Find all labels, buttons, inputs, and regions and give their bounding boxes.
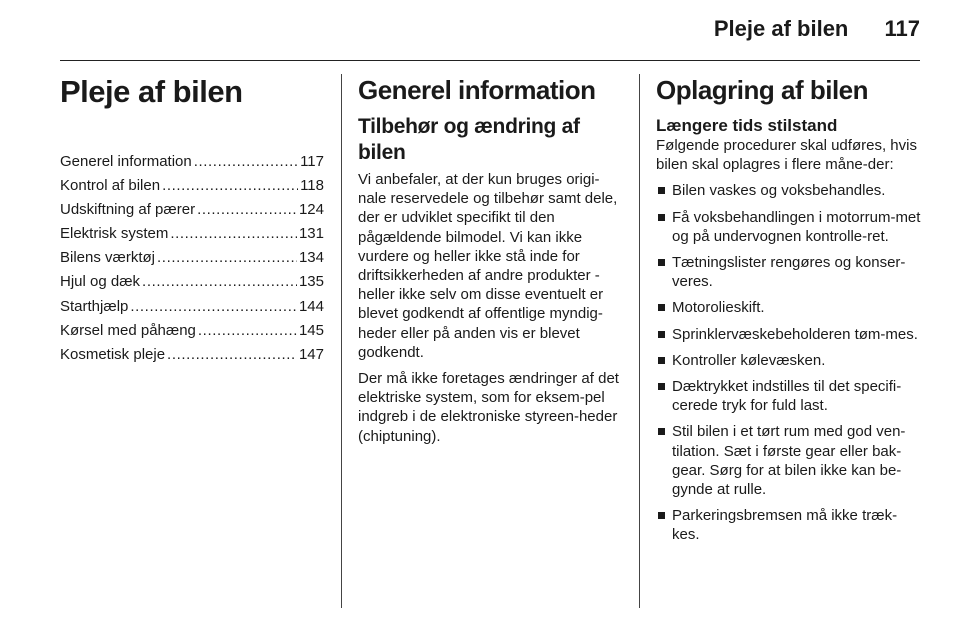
toc-entry-page: 147 (298, 345, 324, 363)
storage-column (656, 74, 924, 552)
list-item-text: Parkeringsbremsen må ikke træk-kes. (672, 507, 898, 544)
square-bullet-icon (658, 331, 665, 338)
list-item-text: Bilen vaskes og voksbehandles. (672, 182, 886, 200)
list-item (656, 181, 924, 200)
list-item-text: Stil bilen i et tørt rum med god ven-tilation. Sæt i første gear eller bak-gear. Sørg for at bilen ikke kan be-gynde at rulle. (672, 423, 906, 499)
toc-leader (157, 246, 297, 270)
subsection-heading: Længere tids stilstand (656, 116, 838, 135)
body-paragraph: Der må ikke foretages ændringer af det elektriske system, som for eksem-pel indgreb i de elektroniske styreen-heder (chiptuning). (358, 370, 619, 445)
toc-entry[interactable] (60, 319, 324, 343)
header-rule (60, 60, 920, 61)
toc-entry-title: Kørsel med påhæng (60, 321, 196, 339)
square-bullet-icon (658, 428, 665, 435)
toc-entry-page: 145 (298, 321, 324, 339)
square-bullet-icon (658, 187, 665, 194)
list-item (656, 422, 924, 499)
list-item (656, 351, 924, 370)
toc-entry[interactable] (60, 270, 324, 294)
procedure-list (656, 181, 924, 544)
toc-entry-page: 144 (298, 297, 324, 315)
section-heading: Oplagring af bilen (656, 75, 869, 105)
toc-leader (194, 150, 298, 174)
toc-entry-title: Kontrol af bilen (60, 177, 161, 195)
list-item-text: Motorolieskift. (672, 299, 765, 317)
body-paragraph: Vi anbefaler, at der kun bruges origi-nale reservedele og tilbehør samt dele, der er udviklet specifikt til den pågældende bilmodel. Vi kan ikke vurdere og heller ikke stå inde for driftsikkerheden af andre produkter - heller ikke selv om disse eventuelt er blevet godkendt af offentlige myndig-heder eller på anden vis er blevet godkendt. (358, 171, 618, 361)
toc-leader (198, 319, 297, 343)
list-item (656, 377, 924, 415)
intro-paragraph: Følgende procedurer skal udføres, hvis bilen skal oplagres i flere måne-der: (656, 137, 917, 174)
table-of-contents (60, 150, 324, 367)
toc-entry-page: 118 (300, 177, 324, 195)
square-bullet-icon (658, 357, 665, 364)
square-bullet-icon (658, 259, 665, 266)
chapter-title: Pleje af bilen (60, 74, 243, 109)
square-bullet-icon (658, 214, 665, 221)
toc-entry-title: Elektrisk system (60, 225, 169, 243)
list-item (656, 253, 924, 291)
toc-entry-page: 134 (298, 249, 324, 267)
list-item (656, 506, 924, 544)
list-item-text: Tætningslister rengøres og konser-veres. (672, 254, 906, 291)
toc-entry-page: 131 (298, 225, 324, 243)
list-item-text: Dæktrykket indstilles til det specifi-cerede tryk for fuld last. (672, 378, 902, 415)
toc-entry[interactable] (60, 343, 324, 367)
toc-entry-title: Kosmetisk pleje (60, 345, 166, 363)
toc-entry[interactable] (60, 222, 324, 246)
chapter-contents-column (60, 74, 324, 367)
square-bullet-icon (658, 512, 665, 519)
running-header-section: Pleje af bilen (713, 16, 849, 41)
column-divider (639, 74, 640, 608)
list-item (656, 208, 924, 246)
toc-entry-page: 117 (300, 153, 324, 170)
list-item (656, 325, 924, 344)
toc-entry-title: Udskiftning af pærer (60, 201, 196, 219)
list-item (656, 298, 924, 317)
toc-entry-page: 135 (298, 273, 324, 291)
toc-entry-title: Bilens værktøj (60, 249, 156, 267)
toc-leader (130, 295, 297, 319)
toc-entry[interactable] (60, 246, 324, 270)
page-number: 117 (884, 16, 920, 41)
toc-entry-title: Starthjælp (60, 297, 129, 315)
toc-leader (162, 174, 298, 198)
toc-entry[interactable] (60, 295, 324, 319)
toc-entry[interactable] (60, 198, 324, 222)
toc-leader (197, 198, 297, 222)
square-bullet-icon (658, 304, 665, 311)
toc-entry-title: Generel information (60, 153, 192, 170)
running-header (714, 16, 920, 42)
toc-entry[interactable] (60, 174, 324, 198)
toc-entry-page: 124 (298, 201, 324, 219)
list-item-text: Få voksbehandlingen i motorrum-met og på undervognen kontrolle-ret. (672, 208, 921, 245)
list-item-text: Sprinklervæskebeholderen tøm-mes. (672, 325, 918, 343)
square-bullet-icon (658, 383, 665, 390)
column-divider (341, 74, 342, 608)
general-information-column (358, 74, 624, 453)
toc-leader (170, 222, 297, 246)
toc-entry[interactable] (60, 150, 324, 174)
toc-leader (167, 343, 297, 367)
list-item-text: Kontroller kølevæsken. (672, 351, 826, 369)
section-heading: Generel information (358, 75, 596, 105)
toc-leader (142, 270, 297, 294)
subsection-heading: Tilbehør og ændring af bilen (358, 115, 580, 164)
toc-entry-title: Hjul og dæk (60, 273, 141, 291)
